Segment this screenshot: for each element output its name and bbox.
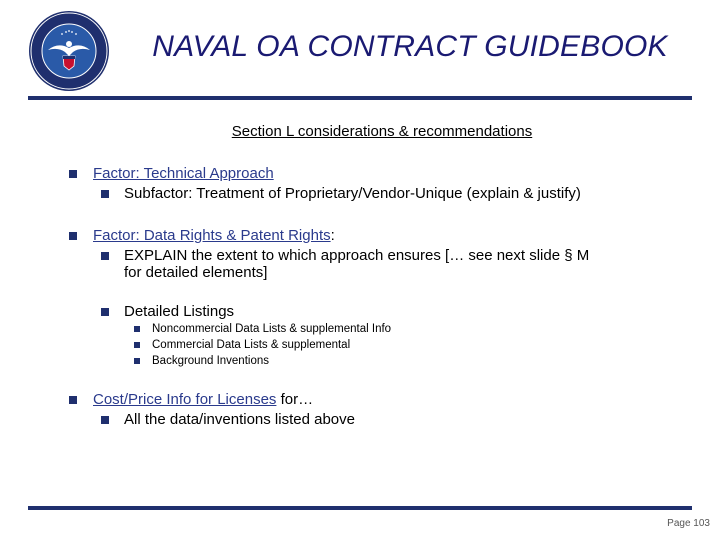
bullet-marker [101, 252, 109, 260]
listing-background-inventions: Background Inventions [152, 355, 269, 367]
subbullet-all-data-inventions: All the data/inventions listed above [124, 411, 355, 428]
bullet-marker [101, 308, 109, 316]
bullet-marker [69, 396, 77, 404]
bullet-marker [101, 416, 109, 424]
bullet-marker [134, 326, 140, 332]
bullet-factor-technical-approach[interactable]: Factor: Technical Approach [93, 165, 274, 182]
page-number: Page 103 [667, 518, 710, 529]
page-title: NAVAL OA CONTRACT GUIDEBOOK [152, 30, 668, 63]
bullet-cost-price-info[interactable]: Cost/Price Info for Licenses for… [93, 391, 314, 408]
subbullet-detailed-listings: Detailed Listings [124, 303, 235, 320]
listing-noncommercial-data: Noncommercial Data Lists & supplemental Info [152, 323, 392, 335]
header-divider [28, 96, 692, 100]
bullet-factor-data-rights[interactable]: Factor: Data Rights & Patent Rights: [93, 227, 335, 244]
bullet-marker [69, 170, 77, 178]
bullet-marker [69, 232, 77, 240]
subbullet-explain-extent: EXPLAIN the extent to which approach ensures [… see next slide § M [124, 247, 590, 264]
subbullet-treatment-proprietary: Subfactor: Treatment of Proprietary/Vendor-Unique (explain & justify) [124, 185, 581, 202]
bullet-marker [101, 190, 109, 198]
footer-divider [28, 506, 692, 510]
bullet-marker [134, 342, 140, 348]
bullet-marker [134, 358, 140, 364]
listing-commercial-data: Commercial Data Lists & supplemental [152, 339, 351, 351]
department-of-defense-seal-icon [28, 10, 110, 92]
section-subtitle: Section L considerations & recommendations [231, 123, 533, 140]
subbullet-explain-extent-continued: for detailed elements] [124, 264, 268, 281]
